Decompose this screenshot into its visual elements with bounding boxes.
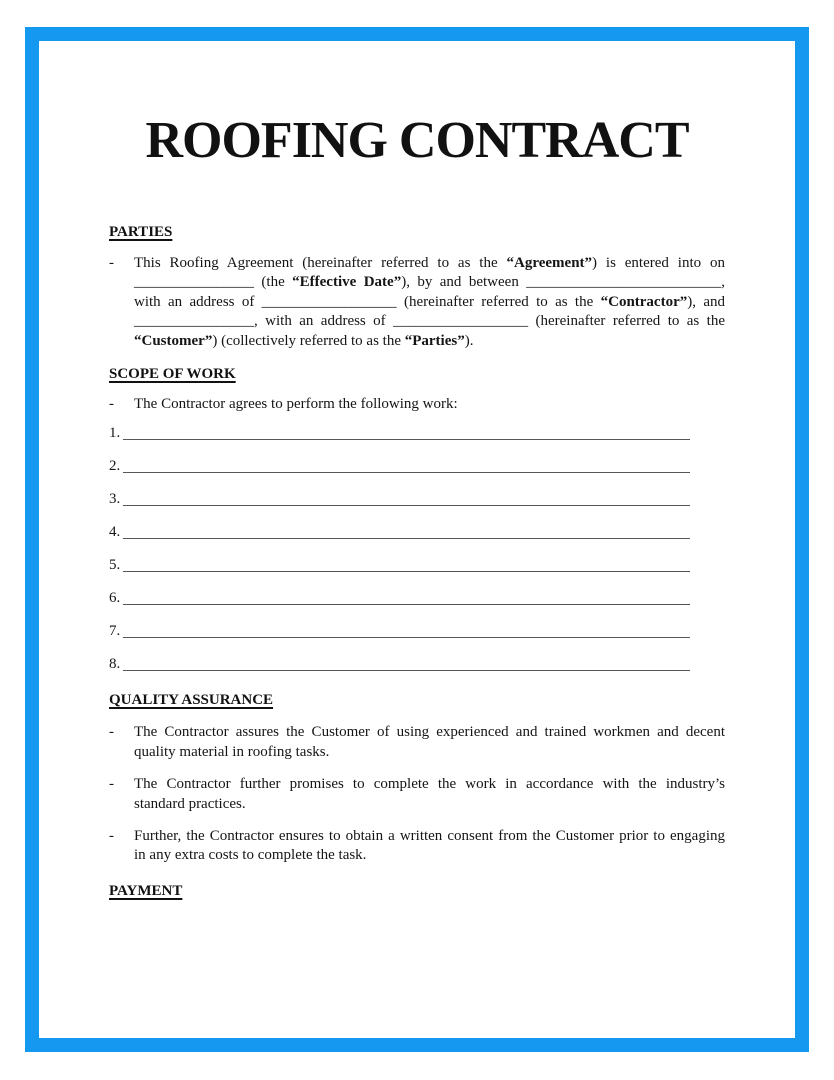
paragraph-line (134, 332, 725, 351)
text-segment: with an address of __________________ (hereinafter referred to as the (134, 293, 601, 310)
bullet-paragraph (109, 775, 725, 814)
bullet-paragraph-text (134, 254, 725, 351)
paragraph-line (134, 827, 725, 846)
section-heading-payment: PAYMENT (109, 882, 183, 899)
bullet-paragraph-text (134, 775, 725, 814)
dash-bullet-marker: - (109, 828, 114, 845)
paragraph-line (134, 395, 725, 414)
scope-item-row (109, 641, 725, 674)
scope-item-number: 4. (109, 524, 121, 541)
scope-item-blank-line (123, 538, 690, 539)
scope-item-blank-line (123, 472, 690, 473)
scope-item-blank-line (123, 571, 690, 572)
defined-term-bold: “Parties” (404, 332, 465, 349)
paragraph-line (134, 293, 725, 312)
defined-term-bold: “Contractor” (600, 293, 688, 310)
scope-item-row (109, 608, 725, 641)
dash-bullet-marker: - (109, 396, 114, 413)
scope-item-number: 8. (109, 656, 121, 673)
paragraph-line (134, 846, 725, 865)
scope-item-blank-line (123, 604, 690, 605)
section-quality-assurance (109, 691, 725, 865)
text-segment: ________________ (the (134, 274, 293, 291)
section-heading-scope-of-work: SCOPE OF WORK (109, 366, 236, 383)
document-page (39, 41, 795, 1038)
scope-intro-paragraphs (109, 395, 725, 414)
scope-item-row (109, 509, 725, 542)
text-segment: ), and (687, 293, 725, 310)
text-segment: Further, the Contractor ensures to obtain a written consent from the Customer prior to engaging (134, 828, 725, 845)
text-segment: This Roofing Agreement (hereinafter referred to as the (134, 255, 507, 271)
bullet-paragraph-text (134, 827, 725, 866)
scope-item-blank-line (123, 439, 690, 440)
section-heading-quality-assurance: QUALITY ASSURANCE (109, 692, 274, 709)
quality-assurance-paragraphs (109, 723, 725, 865)
bullet-paragraph (109, 395, 725, 414)
scope-item-blank-line (123, 505, 690, 506)
scope-item-blank-line (123, 637, 690, 638)
paragraph-line (134, 743, 725, 762)
bullet-paragraph (109, 827, 725, 866)
document-title: ROOFING CONTRACT (145, 112, 689, 169)
text-segment: ) is entered into on (592, 255, 725, 271)
defined-term-bold: “Agreement” (506, 255, 593, 271)
paragraph-line (134, 273, 725, 292)
text-segment: The Contractor assures the Customer of using experienced and trained workmen and decent (134, 724, 725, 741)
text-segment: The Contractor agrees to perform the following work: (134, 396, 458, 413)
bullet-paragraph-text (134, 723, 725, 762)
page-border-frame (25, 27, 809, 1052)
bullet-paragraph (109, 723, 725, 762)
dash-bullet-marker: - (109, 776, 114, 793)
text-segment: standard practices. (134, 795, 246, 812)
text-segment: The Contractor further promises to complete the work in accordance with the industry’s (134, 776, 725, 793)
scope-item-number: 5. (109, 557, 121, 574)
parties-paragraphs (109, 254, 725, 351)
scope-item-number: 6. (109, 590, 121, 607)
scope-item-row (109, 476, 725, 509)
defined-term-bold: “Customer” (134, 332, 213, 349)
text-segment: ). (464, 332, 474, 349)
scope-item-row (109, 410, 725, 443)
dash-bullet-marker: - (109, 724, 114, 741)
scope-item-blank-line (123, 670, 690, 671)
text-segment: quality material in roofing tasks. (134, 743, 330, 760)
scope-item-number: 2. (109, 458, 121, 475)
text-segment: in any extra costs to complete the task. (134, 847, 367, 864)
dash-bullet-marker: - (109, 255, 114, 271)
bullet-paragraph (109, 254, 725, 351)
section-heading-parties: PARTIES (109, 224, 173, 240)
section-scope-of-work (109, 365, 725, 674)
paragraph-line (134, 775, 725, 794)
section-parties (109, 223, 725, 351)
paragraph-line (134, 254, 725, 273)
bullet-paragraph-text (134, 395, 725, 414)
text-segment: ) (collectively referred to as the (212, 332, 405, 349)
scope-item-number: 7. (109, 623, 121, 640)
scope-item-row (109, 575, 725, 608)
section-payment (109, 882, 725, 901)
scope-item-number: 3. (109, 491, 121, 508)
text-segment: ), by and between __________________________, (401, 274, 725, 291)
scope-item-row (109, 542, 725, 575)
scope-item-number: 1. (109, 425, 121, 442)
paragraph-line (134, 312, 725, 331)
scope-numbered-blank-lines (109, 410, 725, 674)
defined-term-bold: “Effective Date” (292, 274, 402, 291)
scope-item-row (109, 443, 725, 476)
paragraph-line (134, 723, 725, 742)
text-segment: ________________, with an address of __________________ (hereinafter referred to as the (134, 313, 725, 330)
paragraph-line (134, 795, 725, 814)
